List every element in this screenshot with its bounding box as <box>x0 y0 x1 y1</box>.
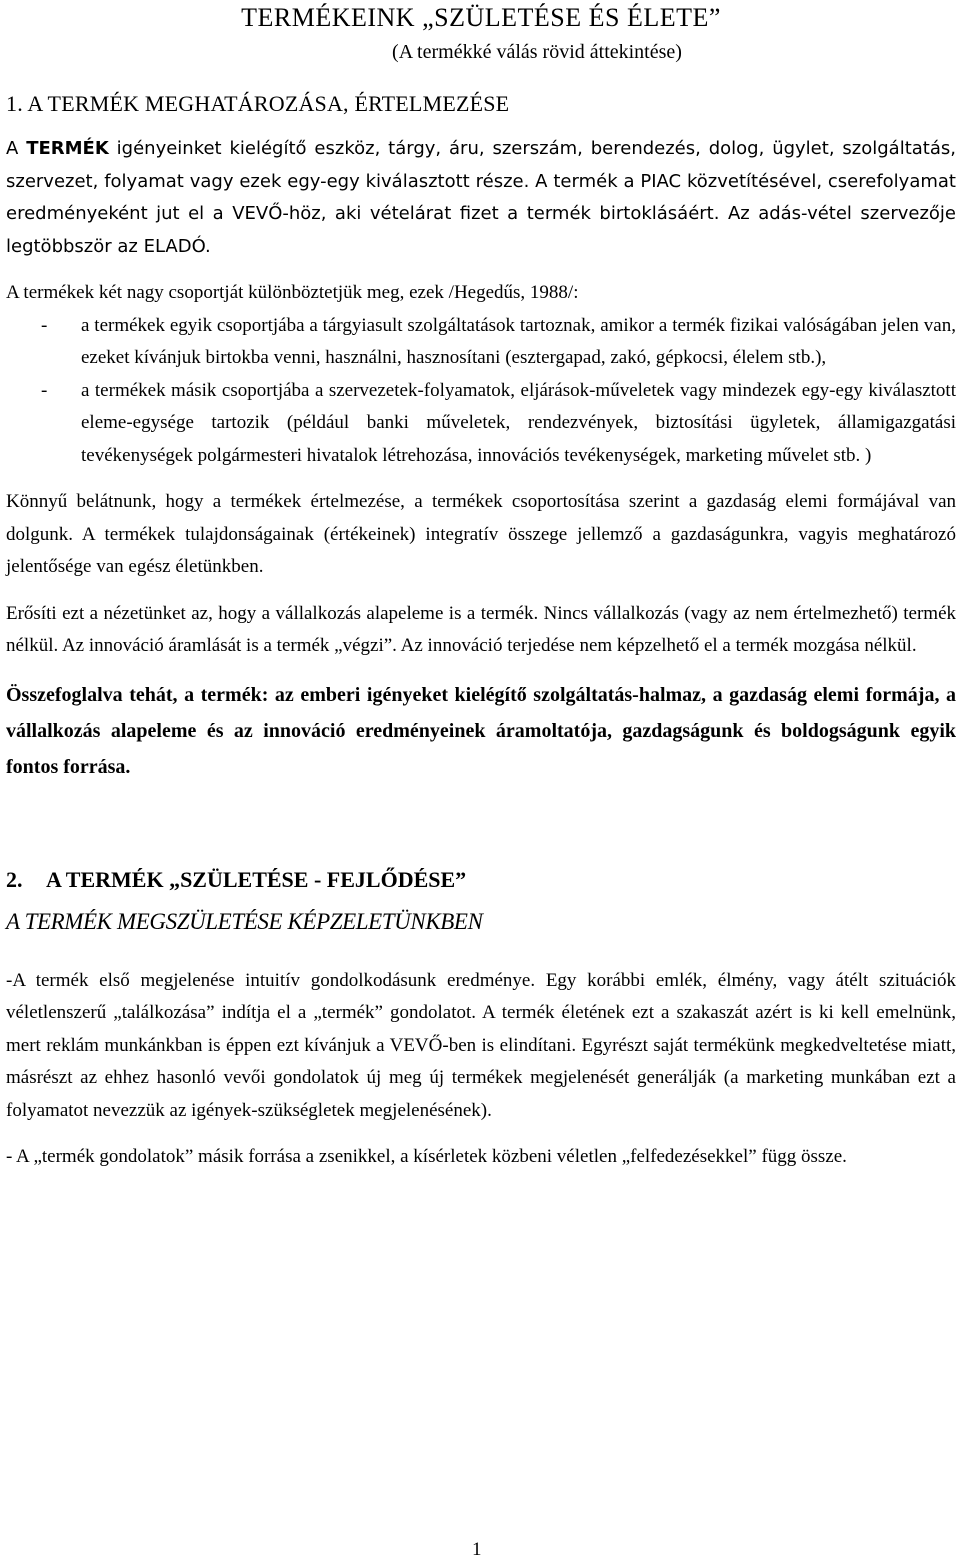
intuition-paragraph: -A termék első megjelenése intuitív gondolkodásunk eredménye. Egy korábbi emlék, élmény, vagy átélt szituációk véletlenszerű „találkozása” indítja el a „termék” gondolatot. A termék életének ezt a szakaszát azért is ki kell emelnünk, mert reklám munkánkban is éppen ezt kívánjuk a VEVŐ-ben is elindítani. Egyrészt saját termékünk megkedveltetése miatt, másrészt az ehhez hasonló vevői gondolatok új meg új termékek megjelenését generálják (a marketing munkában ezt a folyamatot nevezzük az igények-szükségletek megjelenésének). <box>6 969 956 1121</box>
term-product: TERMÉK <box>26 138 109 159</box>
bullet-dash: - <box>41 314 48 336</box>
bullet-text: a termékek másik csoportjába a szervezetek-folyamatok, eljárások-műveletek vagy mindezek egy-egy kiválasztott eleme-egysége tartozik (például banki műveletek, rendezvények, biztosítási ügyletek, államigazgatási tevékenységek polgármesteri hivatalok létrehozása, innovációs tevékenységek, marketing művelet stb. ) <box>81 379 956 466</box>
section-2-heading <box>6 865 956 895</box>
intro-rest: igényeinket kielégítő eszköz, tárgy, áru, szerszám, berendezés, dolog, ügylet, szolgáltatás, szervezet, folyamat vagy ezek egy-egy kiválasztott része. A termék a PIAC közvetítésével, cserefolyamat eredményeként jut el a VEVŐ-höz, aki vételárat fizet a termék birtoklásáért. Az adás-vétel szervezője legtöbbször az ELADÓ. <box>6 138 956 257</box>
section-2-title: A TERMÉK „SZÜLETÉSE - FEJLŐDÉSE” <box>46 866 467 892</box>
economy-paragraph: Könnyű belátnunk, hogy a termékek értelmezése, a termékek csoportosítása szerint a gazdaság elemi formájával van dolgunk. A termékek tulajdonságainak (értékeinek) integratív összege jellemző a gazdaságunkra, vagyis meghatározó jelentősége van egész életünkben. <box>6 491 956 577</box>
bullet-item-tangible <box>6 310 956 375</box>
section-2-number: 2. <box>6 866 23 892</box>
section-2-subheading: A TERMÉK MEGSZÜLETÉSE KÉPZELETÜNKBEN <box>6 908 483 934</box>
genius-paragraph: - A „termék gondolatok” másik forrása a zsenikkel, a kísérletek közbeni véletlen „felfedezésekkel” függ össze. <box>6 1146 847 1167</box>
product-groups-intro: A termékek két nagy csoportját különböztetjük meg, ezek /Hegedűs, 1988/: <box>6 282 579 303</box>
section-1-heading: 1. A TERMÉK MEGHATÁROZÁSA, ÉRTELMEZÉSE <box>6 91 510 116</box>
page-number: 1 <box>472 1539 482 1560</box>
bullet-item-processes <box>6 375 956 473</box>
summary-paragraph: Összefoglalva tehát, a termék: az emberi igényeket kielégítő szolgáltatás-halmaz, a gazdaság elemi formája, a vállalkozás alapeleme és az innováció eredményeinek áramoltatója, gazdagságunk és boldogságunk egyik fontos forrása. <box>6 683 956 778</box>
document-subtitle: (A termékké válás rövid áttekintése) <box>392 41 682 63</box>
bullet-text: a termékek egyik csoportjába a tárgyiasult szolgáltatások tartoznak, amikor a termék fizikai valóságában jelen van, ezeket kívánjuk birtokba venni, használni, hasznosítani (esztergapad, zakó, gépkocsi, élelem stb.), <box>81 314 956 368</box>
intro-lead: A <box>6 138 27 159</box>
product-definition-paragraph <box>6 133 956 263</box>
innovation-paragraph: Erősíti ezt a nézetünket az, hogy a vállalkozás alapeleme is a termék. Nincs vállalkozás (vagy az nem értelmezhető) termék nélkül. Az innováció áramlását is a termék „végzi”. Az innováció terjedése nem képzelhető el a termék mozgása nélkül. <box>6 602 956 656</box>
document-title: TERMÉKEINK „SZÜLETÉSE ÉS ÉLETE” <box>241 3 721 32</box>
document-page <box>6 0 956 1174</box>
bullet-dash: - <box>41 379 48 401</box>
